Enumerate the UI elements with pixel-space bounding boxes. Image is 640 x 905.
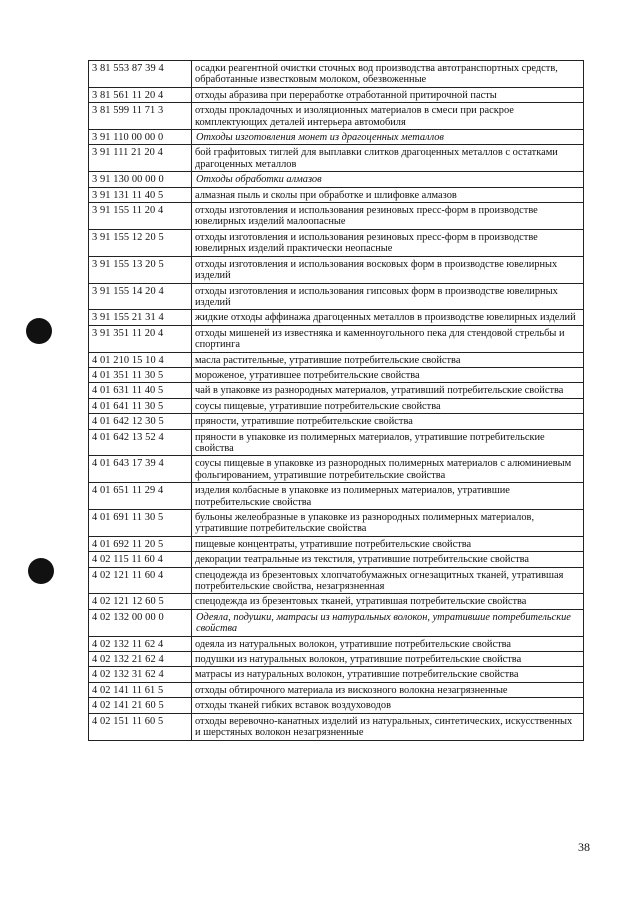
waste-code-cell: 4 01 210 15 10 4 [89, 352, 192, 367]
waste-code-cell: 3 81 561 11 20 4 [89, 87, 192, 102]
waste-description-cell: одеяла из натуральных волокон, утратившие потребительские свойства [192, 636, 584, 651]
waste-description-cell: отходы тканей гибких вставок воздуховодов [192, 698, 584, 713]
waste-description-cell: масла растительные, утратившие потребительские свойства [192, 352, 584, 367]
waste-description-cell: отходы прокладочных и изоляционных материалов в смеси при раскрое комплектующих деталей интерьера автомобиля [192, 103, 584, 130]
table-row [89, 325, 584, 352]
table-row [89, 256, 584, 283]
table-row [89, 229, 584, 256]
table-group-row [89, 130, 584, 145]
waste-code-cell: 3 91 155 13 20 5 [89, 256, 192, 283]
table-row [89, 367, 584, 382]
table-row [89, 429, 584, 456]
waste-description-cell: Одеяла, подушки, матрасы из натуральных волокон, утратившие потребительские свойства [192, 609, 584, 636]
table-row [89, 510, 584, 537]
table-row [89, 383, 584, 398]
table-row [89, 103, 584, 130]
table-row [89, 187, 584, 202]
punch-hole-mark [26, 318, 52, 344]
waste-code-cell: 4 02 121 11 60 4 [89, 567, 192, 594]
waste-code-cell: 4 02 121 12 60 5 [89, 594, 192, 609]
table-row [89, 594, 584, 609]
waste-description-cell: алмазная пыль и сколы при обработке и шлифовке алмазов [192, 187, 584, 202]
waste-code-table [88, 60, 584, 741]
waste-description-cell: пряности в упаковке из полимерных материалов, утратившие потребительские свойства [192, 429, 584, 456]
waste-code-cell: 4 02 132 31 62 4 [89, 667, 192, 682]
table-row [89, 203, 584, 230]
waste-description-cell: пищевые концентраты, утратившие потребительские свойства [192, 536, 584, 551]
waste-code-cell: 4 01 643 17 39 4 [89, 456, 192, 483]
waste-code-cell: 4 01 692 11 20 5 [89, 536, 192, 551]
page-number: 38 [578, 840, 590, 854]
waste-description-cell: бой графитовых тиглей для выплавки слитков драгоценных металлов с остатками драгоценных металлов [192, 145, 584, 172]
waste-code-cell: 4 01 642 12 30 5 [89, 414, 192, 429]
waste-code-cell: 3 91 130 00 00 0 [89, 172, 192, 187]
waste-description-cell: отходы веревочно-канатных изделий из натуральных, синтетических, искусственных и шерстяных волокон незагрязненные [192, 713, 584, 740]
waste-description-cell: чай в упаковке из разнородных материалов, утративший потребительские свойства [192, 383, 584, 398]
table-row [89, 310, 584, 325]
waste-description-cell: жидкие отходы аффинажа драгоценных металлов в производстве ювелирных изделий [192, 310, 584, 325]
waste-description-cell: подушки из натуральных волокон, утратившие потребительские свойства [192, 652, 584, 667]
table-row [89, 61, 584, 88]
waste-code-cell: 3 91 351 11 20 4 [89, 325, 192, 352]
waste-description-cell: мороженое, утратившее потребительские свойства [192, 367, 584, 382]
table-group-row [89, 609, 584, 636]
table-row [89, 652, 584, 667]
waste-code-cell: 4 02 132 21 62 4 [89, 652, 192, 667]
table-row [89, 145, 584, 172]
table-row [89, 456, 584, 483]
table-row [89, 567, 584, 594]
waste-description-cell: спецодежда из брезентовых хлопчатобумажных огнезащитных тканей, утратившая потребительские свойства, незагрязненная [192, 567, 584, 594]
waste-code-cell: 4 02 115 11 60 4 [89, 552, 192, 567]
waste-code-cell: 4 02 132 00 00 0 [89, 609, 192, 636]
waste-description-cell: соусы пищевые в упаковке из разнородных полимерных материалов с алюминиевым фольгированием, утратившие потребительские свойства [192, 456, 584, 483]
table-row [89, 636, 584, 651]
waste-description-cell: соусы пищевые, утратившие потребительские свойства [192, 398, 584, 413]
waste-code-cell: 3 91 155 11 20 4 [89, 203, 192, 230]
table-row [89, 552, 584, 567]
waste-code-cell: 4 01 651 11 29 4 [89, 483, 192, 510]
waste-description-cell: отходы изготовления и использования резиновых пресс-форм в производстве ювелирных изделий практически неопасные [192, 229, 584, 256]
waste-code-cell: 4 02 141 11 61 5 [89, 682, 192, 697]
waste-code-cell: 3 81 599 11 71 3 [89, 103, 192, 130]
table-row [89, 713, 584, 740]
waste-code-cell: 4 01 631 11 40 5 [89, 383, 192, 398]
waste-code-cell: 3 91 155 12 20 5 [89, 229, 192, 256]
waste-description-cell: декорации театральные из текстиля, утратившие потребительские свойства [192, 552, 584, 567]
table-row [89, 667, 584, 682]
table-row [89, 398, 584, 413]
waste-description-cell: отходы изготовления и использования гипсовых форм в производстве ювелирных изделий [192, 283, 584, 310]
table-row [89, 698, 584, 713]
table-row [89, 87, 584, 102]
waste-code-cell: 4 02 151 11 60 5 [89, 713, 192, 740]
waste-description-cell: матрасы из натуральных волокон, утратившие потребительские свойства [192, 667, 584, 682]
table-row [89, 483, 584, 510]
waste-code-cell: 3 91 155 21 31 4 [89, 310, 192, 325]
waste-code-cell: 4 02 141 21 60 5 [89, 698, 192, 713]
table-row [89, 682, 584, 697]
waste-description-cell: спецодежда из брезентовых тканей, утратившая потребительские свойства [192, 594, 584, 609]
table-row [89, 283, 584, 310]
waste-code-cell: 3 91 111 21 20 4 [89, 145, 192, 172]
waste-description-cell: отходы изготовления и использования восковых форм в производстве ювелирных изделий [192, 256, 584, 283]
waste-code-cell: 4 01 641 11 30 5 [89, 398, 192, 413]
waste-description-cell: Отходы изготовления монет из драгоценных металлов [192, 130, 584, 145]
waste-code-cell: 4 02 132 11 62 4 [89, 636, 192, 651]
waste-description-cell: бульоны желеобразные в упаковке из разнородных полимерных материалов, утратившие потребительские свойства [192, 510, 584, 537]
waste-code-cell: 4 01 691 11 30 5 [89, 510, 192, 537]
table-group-row [89, 172, 584, 187]
waste-code-cell: 3 91 110 00 00 0 [89, 130, 192, 145]
table-row [89, 352, 584, 367]
waste-description-cell: изделия колбасные в упаковке из полимерных материалов, утратившие потребительские свойства [192, 483, 584, 510]
waste-code-cell: 4 01 642 13 52 4 [89, 429, 192, 456]
table-row [89, 536, 584, 551]
waste-description-cell: пряности, утратившие потребительские свойства [192, 414, 584, 429]
waste-description-cell: отходы обтирочного материала из вискозного волокна незагрязненные [192, 682, 584, 697]
waste-code-cell: 3 91 155 14 20 4 [89, 283, 192, 310]
waste-code-cell: 3 81 553 87 39 4 [89, 61, 192, 88]
punch-hole-mark [28, 558, 54, 584]
waste-code-cell: 4 01 351 11 30 5 [89, 367, 192, 382]
waste-description-cell: осадки реагентной очистки сточных вод производства автотранспортных средств, обработанные известковым молоком, обезвоженные [192, 61, 584, 88]
table-row [89, 414, 584, 429]
waste-description-cell: Отходы обработки алмазов [192, 172, 584, 187]
waste-description-cell: отходы абразива при переработке отработанной притирочной пасты [192, 87, 584, 102]
waste-description-cell: отходы изготовления и использования резиновых пресс-форм в производстве ювелирных изделий малоопасные [192, 203, 584, 230]
waste-code-cell: 3 91 131 11 40 5 [89, 187, 192, 202]
waste-description-cell: отходы мишеней из известняка и каменноугольного пека для стендовой стрельбы и спортинга [192, 325, 584, 352]
